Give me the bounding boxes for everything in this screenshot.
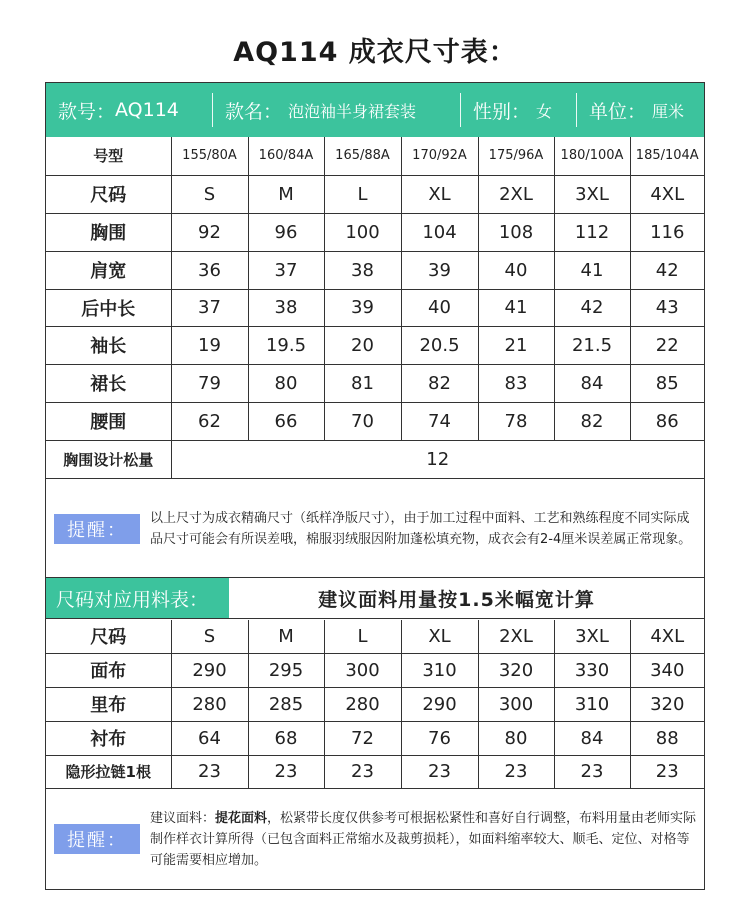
table-row xyxy=(46,326,704,364)
size-table xyxy=(46,137,704,479)
table-cell: S xyxy=(171,175,248,213)
table-cell: 62 xyxy=(171,402,248,440)
table-cell: 320 xyxy=(630,687,704,721)
table-cell: 43 xyxy=(630,289,704,326)
style-no-label: 款号： xyxy=(58,100,116,123)
page-title: AQ114 成衣尺寸表： xyxy=(233,37,517,68)
table-cell: 340 xyxy=(630,653,704,687)
table-cell: XL xyxy=(401,620,478,653)
fabric-tag: 尺码对应用料表： xyxy=(46,578,229,618)
table-row xyxy=(46,364,704,402)
table-cell: 21.5 xyxy=(554,326,630,364)
row-label: 尺码 xyxy=(46,175,171,213)
table-cell: 175/96A xyxy=(478,137,554,175)
table-cell: M xyxy=(248,620,324,653)
row-label: 肩宽 xyxy=(46,251,171,289)
style-no-cell xyxy=(46,83,212,137)
table-cell: 84 xyxy=(554,364,630,402)
table-cell: 108 xyxy=(478,213,554,251)
row-label: 尺码 xyxy=(46,620,171,653)
table-row xyxy=(46,175,704,213)
table-cell: 42 xyxy=(554,289,630,326)
table-cell: 19 xyxy=(171,326,248,364)
fabric-header xyxy=(46,577,704,619)
table-cell: 41 xyxy=(554,251,630,289)
note-2 xyxy=(46,788,704,889)
table-cell: 22 xyxy=(630,326,704,364)
gender-value: 女 xyxy=(536,101,553,121)
table-cell: 290 xyxy=(401,687,478,721)
note-fabric-highlight: 提花面料 xyxy=(215,810,268,826)
row-label: 袖长 xyxy=(46,326,171,364)
table-cell: 64 xyxy=(171,721,248,755)
table-cell: 37 xyxy=(171,289,248,326)
note-body: ，松紧带长度仅供参考可根据松紧性和喜好自行调整，布料用量由老师实际制作样衣计算所得（已包含面料正常缩水及裁剪损耗），如面料缩率较大、顺毛、定位、对格等可能需要相应增加。 xyxy=(150,810,697,868)
table-cell: 70 xyxy=(324,402,401,440)
table-cell: 180/100A xyxy=(554,137,630,175)
table-cell: 3XL xyxy=(554,620,630,653)
table-cell: 23 xyxy=(554,755,630,788)
table-cell: 85 xyxy=(630,364,704,402)
table-cell: 4XL xyxy=(630,620,704,653)
row-label: 隐形拉链1根 xyxy=(46,755,171,788)
unit-label: 单位： xyxy=(589,100,647,123)
table-cell: 320 xyxy=(478,653,554,687)
table-cell: 82 xyxy=(554,402,630,440)
table-cell: 170/92A xyxy=(401,137,478,175)
table-cell: 42 xyxy=(630,251,704,289)
note-text: 以上尺寸为成衣精确尺寸（纸样净版尺寸），由于加工过程中面料、工艺和熟练程度不同实际成品尺寸可能会有所误差哦，棉服羽绒服因附加蓬松填充物，成衣会有2-4厘米误差属正常现象。 xyxy=(150,511,692,547)
table-cell: 83 xyxy=(478,364,554,402)
size-chart-frame xyxy=(45,82,705,890)
table-cell: 72 xyxy=(324,721,401,755)
table-cell: 92 xyxy=(171,213,248,251)
table-row xyxy=(46,251,704,289)
unit-value: 厘米 xyxy=(652,101,685,121)
ease-label: 胸围设计松量 xyxy=(46,440,171,478)
table-cell: 295 xyxy=(248,653,324,687)
header-divider xyxy=(576,93,577,127)
table-cell: 19.5 xyxy=(248,326,324,364)
table-cell: 96 xyxy=(248,213,324,251)
table-cell: 300 xyxy=(478,687,554,721)
table-cell: 116 xyxy=(630,213,704,251)
table-cell: 20.5 xyxy=(401,326,478,364)
table-cell: XL xyxy=(401,175,478,213)
table-cell: 23 xyxy=(324,755,401,788)
ease-row xyxy=(46,440,704,478)
table-cell: 38 xyxy=(324,251,401,289)
gender-label: 性别： xyxy=(473,100,531,123)
table-cell: L xyxy=(324,175,401,213)
table-cell: 280 xyxy=(171,687,248,721)
table-cell: 41 xyxy=(478,289,554,326)
note-badge: 提醒： xyxy=(54,824,140,854)
table-row xyxy=(46,755,704,788)
header-divider xyxy=(460,93,461,127)
info-header-bar xyxy=(46,83,704,137)
table-cell: 23 xyxy=(401,755,478,788)
note-text xyxy=(150,808,700,871)
table-cell: 310 xyxy=(401,653,478,687)
table-row xyxy=(46,402,704,440)
unit-cell xyxy=(577,83,703,137)
table-cell: 78 xyxy=(478,402,554,440)
table-cell: 3XL xyxy=(554,175,630,213)
table-row xyxy=(46,687,704,721)
row-label: 面布 xyxy=(46,653,171,687)
table-cell: 40 xyxy=(401,289,478,326)
table-cell: 330 xyxy=(554,653,630,687)
table-row xyxy=(46,137,704,175)
gender-cell xyxy=(461,83,576,137)
table-cell: 80 xyxy=(248,364,324,402)
table-cell: 23 xyxy=(248,755,324,788)
table-cell: 23 xyxy=(478,755,554,788)
style-name-label: 款名： xyxy=(225,100,283,123)
note-1 xyxy=(46,481,704,577)
table-row xyxy=(46,289,704,326)
table-row xyxy=(46,620,704,653)
table-cell: 38 xyxy=(248,289,324,326)
fabric-table xyxy=(46,620,704,789)
table-cell: L xyxy=(324,620,401,653)
table-cell: S xyxy=(171,620,248,653)
table-row xyxy=(46,721,704,755)
row-label: 里布 xyxy=(46,687,171,721)
table-cell: 185/104A xyxy=(630,137,704,175)
ease-value: 12 xyxy=(171,440,704,478)
table-cell: 23 xyxy=(171,755,248,788)
note-prefix: 建议面料： xyxy=(150,810,216,826)
style-no-value: AQ114 xyxy=(115,99,179,121)
note-badge: 提醒： xyxy=(54,514,140,544)
table-cell: 165/88A xyxy=(324,137,401,175)
table-cell: 40 xyxy=(478,251,554,289)
fabric-desc: 建议面料用量按1.5米幅宽计算 xyxy=(318,588,595,611)
table-cell: 100 xyxy=(324,213,401,251)
table-cell: 79 xyxy=(171,364,248,402)
table-cell: 2XL xyxy=(478,175,554,213)
table-cell: 23 xyxy=(630,755,704,788)
table-cell: 66 xyxy=(248,402,324,440)
row-label: 胸围 xyxy=(46,213,171,251)
table-cell: 4XL xyxy=(630,175,704,213)
table-cell: 290 xyxy=(171,653,248,687)
row-label: 腰围 xyxy=(46,402,171,440)
row-label: 衬布 xyxy=(46,721,171,755)
row-label: 后中长 xyxy=(46,289,171,326)
header-divider xyxy=(212,93,213,127)
table-row xyxy=(46,653,704,687)
table-row xyxy=(46,213,704,251)
table-cell: 39 xyxy=(401,251,478,289)
row-label: 号型 xyxy=(46,137,171,175)
table-cell: 82 xyxy=(401,364,478,402)
style-name-cell xyxy=(213,83,460,137)
table-cell: 76 xyxy=(401,721,478,755)
table-cell: 285 xyxy=(248,687,324,721)
table-cell: 104 xyxy=(401,213,478,251)
table-cell: 155/80A xyxy=(171,137,248,175)
style-name-value: 泡泡袖半身裙套装 xyxy=(288,101,417,121)
table-cell: 2XL xyxy=(478,620,554,653)
table-cell: 36 xyxy=(171,251,248,289)
table-cell: 160/84A xyxy=(248,137,324,175)
table-cell: 310 xyxy=(554,687,630,721)
table-cell: 112 xyxy=(554,213,630,251)
row-label: 裙长 xyxy=(46,364,171,402)
table-cell: 68 xyxy=(248,721,324,755)
table-cell: 37 xyxy=(248,251,324,289)
table-cell: 84 xyxy=(554,721,630,755)
table-cell: 81 xyxy=(324,364,401,402)
table-cell: 20 xyxy=(324,326,401,364)
table-cell: 80 xyxy=(478,721,554,755)
table-cell: 39 xyxy=(324,289,401,326)
table-cell: 300 xyxy=(324,653,401,687)
table-cell: 86 xyxy=(630,402,704,440)
table-cell: 21 xyxy=(478,326,554,364)
table-cell: 74 xyxy=(401,402,478,440)
table-cell: 280 xyxy=(324,687,401,721)
table-cell: 88 xyxy=(630,721,704,755)
table-cell: M xyxy=(248,175,324,213)
